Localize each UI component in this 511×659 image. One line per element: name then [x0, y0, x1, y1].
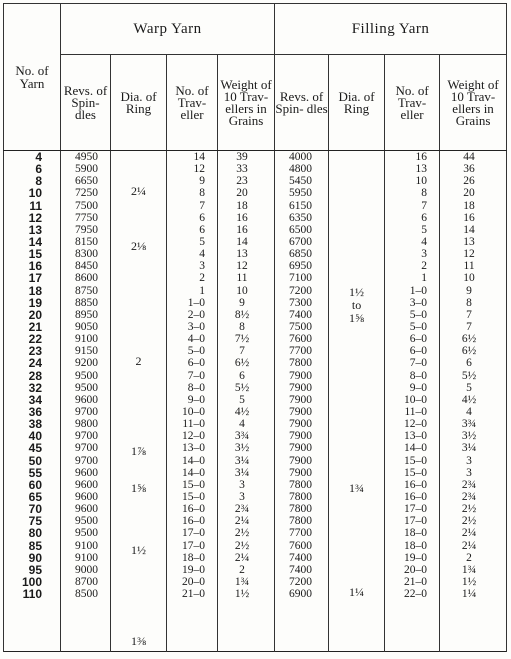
fill-wt-cell: 6½ [461, 345, 477, 358]
fill-trav-cell: 14–0 [404, 442, 428, 455]
yarn-cell: 8 [35, 174, 42, 189]
warp-trav-cell: 1 [199, 284, 205, 297]
fill-wt-cell: 3½ [461, 430, 477, 443]
fill-trav-cell: 20–0 [404, 563, 428, 576]
fill-wt-cell: 20 [463, 187, 475, 200]
warp-revs-cell: 7250 [75, 187, 98, 200]
fill-wt-cell: 2¼ [461, 527, 477, 540]
yarn-cell: 14 [28, 234, 42, 249]
fill-revs-cell: 6850 [289, 248, 313, 261]
yarn-cell: 13 [28, 222, 42, 237]
yarn-cell: 15 [28, 247, 42, 262]
warp-trav-cell: 2 [199, 272, 205, 285]
warp-wt-cell: 11 [236, 272, 248, 285]
warp-trav-cell: 15–0 [182, 478, 205, 491]
ring-diameter-label: 2¼ [131, 184, 146, 199]
fill-wt-cell: 14 [463, 223, 475, 236]
fill-wt-cell: 2 [466, 551, 472, 564]
warp-trav-cell: 18–0 [182, 551, 205, 564]
warp-wt-cell: 2¾ [234, 503, 250, 516]
fill-revs-cell: 7900 [289, 418, 313, 431]
yarn-cell: 28 [28, 368, 42, 383]
warp-wt-cell: 16 [236, 211, 248, 224]
fill-trav-cell: 3 [421, 248, 428, 261]
warp-ring-column [111, 151, 167, 652]
warp-revs-cell: 6650 [75, 175, 98, 188]
warp-revs-cell: 9100 [75, 539, 98, 552]
warp-wt-cell: 8 [239, 320, 245, 333]
yarn-cell: 85 [28, 538, 42, 553]
warp-revs-cell: 7950 [75, 223, 98, 236]
fill-wt-cell: 2½ [461, 503, 477, 516]
warp-wt-cell: 39 [236, 151, 248, 163]
warp-wt-cell: 10 [236, 284, 248, 297]
warp-trav-cell: 17–0 [182, 527, 205, 540]
warp-revs-cell: 8850 [75, 296, 98, 309]
fill-wt-cell: 4 [466, 405, 472, 418]
warp-wt-cell: 2½ [234, 539, 250, 552]
warp-trav-cell: 19–0 [182, 563, 205, 576]
warp-revs-cell: 8150 [75, 235, 98, 248]
warp-revs-cell: 8750 [75, 284, 98, 297]
fill-trav-cell: 19–0 [404, 551, 428, 564]
fill-revs-cell: 4000 [289, 151, 313, 163]
warp-trav-cell: 6 [199, 211, 205, 224]
yarn-cell: 36 [28, 404, 42, 419]
fill-trav-cell: 16–0 [404, 490, 428, 503]
warp-wt-cell: 6 [239, 369, 245, 382]
warp-wt-cell: 18 [236, 199, 248, 212]
warp-wt-cell: 12 [236, 260, 248, 273]
fill-wt-cell: 2¾ [461, 490, 477, 503]
fill-wt-cell: 1¼ [461, 588, 477, 601]
fill-trav-cell: 1–0 [409, 284, 428, 297]
fill-revs-cell: 7100 [289, 272, 313, 285]
warp-trav-cell: 13–0 [182, 442, 205, 455]
yarn-cell: 65 [28, 489, 42, 504]
yarn-cell: 20 [28, 307, 42, 322]
fill-wt-cell: 8 [466, 296, 472, 309]
warp-wt-cell: 8½ [234, 308, 250, 321]
fill-trav-cell: 16 [415, 151, 428, 163]
fill-wt-cell: 2¾ [461, 478, 477, 491]
fill-revs-cell: 4800 [289, 163, 313, 176]
fill-wt-cell: 36 [463, 163, 475, 176]
warp-trav-cell: 7 [199, 199, 205, 212]
fill-trav-cell: 8–0 [409, 369, 428, 382]
fill-wt-cell: 2¼ [461, 539, 477, 552]
ring-diameter-label: 1½ to 1⅝ [349, 284, 365, 325]
fill-trav-cell: 17–0 [404, 503, 428, 516]
fill-trav-cell: 17–0 [404, 515, 428, 528]
warp-trav-cell: 20–0 [182, 575, 205, 588]
fill-trav-cell: 13–0 [404, 430, 428, 443]
fill-wt-cell: 9 [466, 284, 472, 297]
yarn-cell: 40 [28, 429, 42, 444]
warp-wt-cell: 20 [236, 187, 248, 200]
yarn-cell: 4 [35, 150, 42, 164]
fill-revs-cell: 7700 [289, 527, 313, 540]
fill-revs-cell: 7900 [289, 381, 313, 394]
warp-revs-cell: 9500 [75, 515, 98, 528]
fill-revs-cell: 7800 [289, 515, 313, 528]
warp-trav-cell: 7–0 [187, 369, 205, 382]
ring-diameter-label: 1⅝ [131, 480, 146, 495]
warp-trav-cell: 5–0 [187, 345, 205, 358]
yarn-cell: 10 [28, 186, 42, 201]
warp-wt-cell: 1¾ [234, 575, 250, 588]
yarn-number-column [4, 151, 61, 652]
warp-revs-column [61, 151, 111, 652]
fill-trav-cell: 7 [421, 199, 428, 212]
warp-wt-cell: 2½ [234, 527, 250, 540]
warp-revs-cell: 7750 [75, 211, 98, 224]
fill-wt-cell: 7 [466, 308, 472, 321]
filling-traveller-header: No. of Trav- eller [385, 55, 440, 151]
warp-revs-header: Revs. of Spin- dles [61, 55, 111, 151]
warp-wt-cell: 5½ [234, 381, 250, 394]
yarn-cell: 11 [29, 198, 42, 213]
yarn-cell: 45 [28, 441, 42, 456]
yarn-cell: 34 [28, 392, 42, 407]
warp-revs-cell: 9500 [75, 369, 98, 382]
warp-revs-cell: 9600 [75, 393, 98, 406]
warp-trav-cell: 14–0 [182, 466, 205, 479]
fill-trav-cell: 1 [421, 272, 428, 285]
fill-revs-cell: 7800 [289, 503, 313, 516]
warp-wt-cell: 1½ [234, 588, 250, 601]
fill-trav-cell: 16–0 [404, 478, 428, 491]
fill-trav-cell: 7–0 [409, 357, 428, 370]
warp-trav-cell: 6 [199, 223, 205, 236]
warp-wt-cell: 23 [236, 175, 248, 188]
yarn-cell: 16 [28, 259, 42, 274]
warp-revs-cell: 4950 [75, 151, 98, 163]
fill-wt-cell: 6 [466, 357, 472, 370]
warp-revs-cell: 9050 [75, 320, 98, 333]
fill-trav-cell: 4 [421, 235, 428, 248]
warp-revs-cell: 9600 [75, 478, 98, 491]
yarn-cell: 100 [21, 574, 42, 589]
warp-trav-cell: 2–0 [187, 308, 205, 321]
fill-revs-cell: 6350 [289, 211, 313, 224]
warp-revs-cell: 9600 [75, 466, 98, 479]
fill-wt-cell: 5 [466, 381, 472, 394]
fill-wt-cell: 18 [463, 199, 475, 212]
filling-revs-column [275, 151, 329, 652]
yarn-cell: 24 [28, 356, 42, 371]
warp-revs-cell: 9600 [75, 503, 98, 516]
fill-wt-cell: 44 [463, 151, 475, 163]
fill-revs-cell: 7600 [289, 333, 313, 346]
warp-trav-cell: 17–0 [182, 539, 205, 552]
fill-wt-cell: 10 [463, 272, 475, 285]
warp-wt-cell: 2¼ [234, 551, 250, 564]
warp-wt-cell: 16 [236, 223, 248, 236]
fill-revs-cell: 7500 [289, 320, 313, 333]
fill-revs-cell: 7900 [289, 454, 313, 467]
fill-wt-cell: 1¾ [461, 563, 477, 576]
warp-wt-cell: 4½ [234, 405, 250, 418]
warp-trav-cell: 8 [199, 187, 205, 200]
warp-trav-cell: 14–0 [182, 454, 205, 467]
fill-revs-cell: 7800 [289, 490, 313, 503]
warp-trav-cell: 5 [199, 235, 205, 248]
filling-ring-header: Dia. of Ring [329, 55, 385, 151]
warp-trav-cell: 16–0 [182, 515, 205, 528]
fill-trav-cell: 21–0 [404, 575, 428, 588]
fill-trav-cell: 10–0 [404, 393, 428, 406]
fill-trav-cell: 5–0 [409, 320, 428, 333]
warp-trav-cell: 12–0 [182, 430, 205, 443]
filling-weight-header: Weight of 10 Trav- ellers in Grains [440, 55, 507, 151]
fill-trav-cell: 6–0 [409, 345, 428, 358]
warp-wt-cell: 3¾ [234, 430, 250, 443]
fill-trav-cell: 6–0 [409, 333, 428, 346]
fill-revs-cell: 6950 [289, 260, 313, 273]
yarn-cell: 60 [28, 477, 42, 492]
warp-revs-cell: 9700 [75, 405, 98, 418]
fill-wt-cell: 7 [466, 320, 472, 333]
fill-wt-cell: 11 [463, 260, 475, 273]
warp-trav-cell: 3 [199, 260, 205, 273]
yarn-cell: 70 [28, 502, 42, 517]
fill-trav-cell: 3–0 [409, 296, 428, 309]
warp-trav-cell: 4–0 [187, 333, 205, 346]
warp-revs-cell: 5900 [75, 163, 98, 176]
fill-wt-cell: 1½ [461, 575, 477, 588]
fill-revs-cell: 7600 [289, 539, 313, 552]
fill-trav-cell: 13 [415, 163, 428, 176]
ring-diameter-label: 1½ [131, 542, 146, 557]
fill-wt-cell: 13 [463, 235, 475, 248]
fill-wt-cell: 3 [466, 466, 472, 479]
yarn-cell: 18 [28, 283, 42, 298]
ring-diameter-label: 1¼ [349, 585, 365, 600]
fill-wt-cell: 5½ [461, 369, 477, 382]
fill-revs-cell: 5950 [289, 187, 313, 200]
yarn-cell: 55 [28, 465, 42, 480]
ring-diameter-label: 1¾ [349, 480, 365, 495]
fill-trav-cell: 2 [421, 260, 428, 273]
yarn-cell: 6 [35, 162, 42, 177]
yarn-cell: 95 [28, 562, 42, 577]
fill-wt-cell: 4½ [461, 393, 477, 406]
fill-revs-cell: 5450 [289, 175, 313, 188]
ring-diameter-label: 2⅛ [131, 238, 146, 253]
fill-trav-cell: 15–0 [404, 466, 428, 479]
yarn-cell: 75 [28, 514, 42, 529]
warp-trav-cell: 16–0 [182, 503, 205, 516]
yarn-cell: 80 [28, 526, 42, 541]
yarn-cell: 50 [28, 453, 42, 468]
warp-trav-cell: 21–0 [182, 588, 205, 601]
warp-wt-cell: 7½ [234, 333, 250, 346]
warp-wt-cell: 3 [239, 490, 245, 503]
warp-revs-cell: 8950 [75, 308, 98, 321]
yarn-cell: 21 [28, 319, 42, 334]
fill-wt-cell: 3¾ [461, 418, 477, 431]
yarn-cell: 23 [28, 344, 42, 359]
warp-revs-cell: 8700 [75, 575, 98, 588]
fill-revs-cell: 7900 [289, 466, 313, 479]
warp-weight-header: Weight of 10 Trav- ellers in Grains [218, 55, 275, 151]
warp-revs-cell: 9500 [75, 381, 98, 394]
fill-wt-cell: 12 [463, 248, 475, 261]
fill-wt-cell: 2½ [461, 515, 477, 528]
fill-revs-cell: 7900 [289, 405, 313, 418]
fill-wt-cell: 26 [463, 175, 475, 188]
warp-trav-cell: 8–0 [187, 381, 205, 394]
fill-revs-cell: 6900 [289, 588, 313, 601]
warp-traveller-column [167, 151, 218, 652]
yarn-cell: 38 [28, 417, 42, 432]
warp-trav-cell: 10–0 [182, 405, 205, 418]
fill-trav-cell: 11–0 [404, 405, 428, 418]
filling-ring-column [329, 151, 385, 652]
fill-revs-cell: 7800 [289, 478, 313, 491]
fill-revs-cell: 7900 [289, 393, 313, 406]
warp-wt-cell: 2¼ [234, 515, 250, 528]
warp-trav-cell: 11–0 [182, 418, 205, 431]
warp-revs-cell: 9100 [75, 551, 98, 564]
yarn-cell: 110 [22, 587, 42, 602]
fill-revs-cell: 7200 [289, 575, 313, 588]
ring-diameter-label: 1⅜ [131, 633, 146, 648]
warp-wt-cell: 3¼ [234, 466, 250, 479]
warp-wt-cell: 5 [239, 393, 245, 406]
warp-revs-cell: 9150 [75, 345, 98, 358]
warp-trav-cell: 9 [199, 175, 205, 188]
warp-wt-cell: 2 [239, 563, 245, 576]
fill-revs-cell: 6500 [289, 223, 313, 236]
fill-trav-cell: 10 [415, 175, 428, 188]
fill-trav-cell: 6 [421, 211, 428, 224]
fill-trav-cell: 12–0 [404, 418, 428, 431]
fill-revs-cell: 7800 [289, 357, 313, 370]
fill-revs-cell: 7400 [289, 551, 313, 564]
warp-revs-cell: 8500 [75, 588, 98, 601]
filling-yarn-header: Filling Yarn [275, 4, 507, 55]
warp-wt-cell: 3 [239, 478, 245, 491]
warp-wt-cell: 14 [236, 235, 248, 248]
warp-wt-cell: 3½ [234, 442, 250, 455]
fill-revs-cell: 7300 [289, 296, 313, 309]
warp-trav-cell: 12 [193, 163, 205, 176]
fill-trav-cell: 5 [421, 223, 428, 236]
fill-trav-cell: 5–0 [409, 308, 428, 321]
warp-trav-cell: 3–0 [187, 320, 205, 333]
fill-trav-cell: 15–0 [404, 454, 428, 467]
fill-trav-cell: 18–0 [404, 527, 428, 540]
warp-traveller-header: No. of Trav- eller [167, 55, 218, 151]
yarn-cell: 90 [28, 550, 42, 565]
warp-wt-cell: 7 [239, 345, 245, 358]
yarn-number-header: No. of Yarn [4, 4, 61, 151]
fill-revs-cell: 7400 [289, 563, 313, 576]
warp-wt-cell: 4 [239, 418, 245, 431]
warp-trav-cell: 15–0 [182, 490, 205, 503]
filling-revs-header: Revs. of Spin- dles [275, 55, 329, 151]
warp-trav-cell: 1–0 [187, 296, 205, 309]
filling-weight-column [440, 151, 507, 652]
fill-revs-cell: 7200 [289, 284, 313, 297]
fill-revs-cell: 6150 [289, 199, 313, 212]
fill-revs-cell: 7700 [289, 345, 313, 358]
warp-revs-cell: 8450 [75, 260, 98, 273]
warp-trav-cell: 14 [193, 151, 205, 163]
warp-revs-cell: 9200 [75, 357, 98, 370]
filling-traveller-column [385, 151, 440, 652]
warp-wt-cell: 9 [239, 296, 245, 309]
fill-wt-cell: 16 [463, 211, 475, 224]
warp-yarn-header: Warp Yarn [61, 4, 275, 55]
warp-revs-cell: 7500 [75, 199, 98, 212]
fill-wt-cell: 6½ [461, 333, 477, 346]
warp-trav-cell: 4 [199, 248, 205, 261]
yarn-table [3, 3, 507, 652]
warp-revs-cell: 9700 [75, 430, 98, 443]
yarn-cell: 22 [28, 332, 42, 347]
warp-revs-cell: 9100 [75, 333, 98, 346]
fill-revs-cell: 7900 [289, 442, 313, 455]
warp-trav-cell: 6–0 [187, 357, 205, 370]
fill-revs-cell: 6700 [289, 235, 313, 248]
fill-revs-cell: 7900 [289, 369, 313, 382]
warp-revs-cell: 8300 [75, 248, 98, 261]
warp-wt-cell: 3¼ [234, 454, 250, 467]
warp-revs-cell: 9800 [75, 418, 98, 431]
fill-trav-cell: 18–0 [404, 539, 428, 552]
warp-wt-cell: 33 [236, 163, 248, 176]
warp-wt-cell: 13 [236, 248, 248, 261]
warp-revs-cell: 9500 [75, 527, 98, 540]
yarn-cell: 12 [28, 210, 42, 225]
warp-revs-cell: 9600 [75, 490, 98, 503]
warp-ring-header: Dia. of Ring [111, 55, 167, 151]
warp-trav-cell: 9–0 [187, 393, 205, 406]
fill-trav-cell: 8 [421, 187, 428, 200]
ring-diameter-label: 1⅞ [131, 444, 146, 459]
yarn-cell: 19 [28, 295, 42, 310]
ring-diameter-label: 2 [135, 354, 142, 369]
warp-revs-cell: 9000 [75, 563, 98, 576]
warp-wt-cell: 6½ [234, 357, 250, 370]
fill-wt-cell: 3 [466, 454, 472, 467]
fill-revs-cell: 7900 [289, 430, 313, 443]
warp-revs-cell: 8600 [75, 272, 98, 285]
fill-revs-cell: 7400 [289, 308, 313, 321]
warp-revs-cell: 9700 [75, 442, 98, 455]
yarn-cell: 17 [28, 271, 42, 286]
yarn-cell: 32 [28, 380, 42, 395]
fill-wt-cell: 3¼ [461, 442, 477, 455]
fill-trav-cell: 9–0 [409, 381, 428, 394]
fill-trav-cell: 22–0 [404, 588, 428, 601]
warp-weight-column [218, 151, 275, 652]
warp-revs-cell: 9700 [75, 454, 98, 467]
